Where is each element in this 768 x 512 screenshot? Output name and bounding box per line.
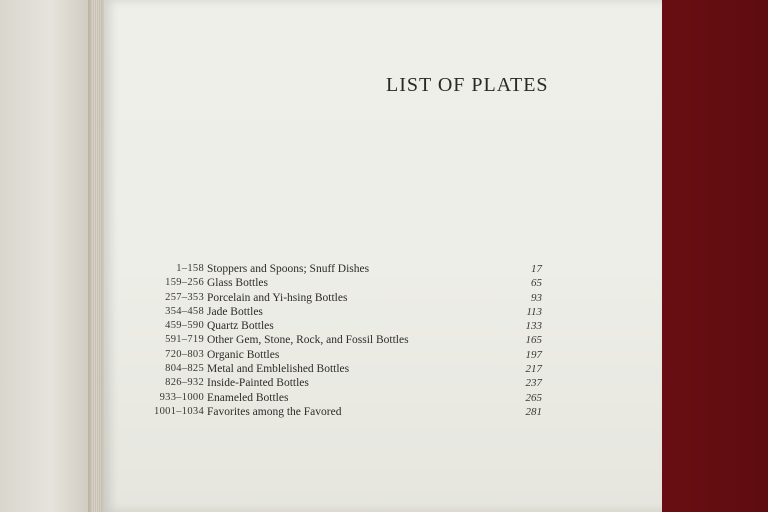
plate-page-number: 133 bbox=[525, 320, 542, 333]
plate-entry bbox=[120, 405, 550, 419]
plate-page-number: 65 bbox=[531, 277, 542, 290]
plate-range: 257–353 bbox=[165, 291, 204, 303]
plate-range: 720–803 bbox=[165, 348, 204, 360]
plate-title: Stoppers and Spoons; Snuff Dishes bbox=[207, 263, 370, 275]
plate-range: 933–1000 bbox=[159, 391, 204, 403]
plate-page-number: 197 bbox=[525, 348, 542, 361]
plate-entry bbox=[120, 376, 550, 390]
plate-title: Enameled Bottles bbox=[207, 391, 289, 404]
plate-entry bbox=[120, 319, 550, 333]
plate-entry bbox=[120, 305, 550, 319]
plate-title: Porcelain and Yi-hsing Bottles bbox=[207, 291, 348, 304]
plate-range: 804–825 bbox=[165, 363, 204, 375]
plate-title: Other Gem, Stone, Rock, and Fossil Bottles bbox=[207, 334, 409, 347]
plate-range: 354–458 bbox=[165, 305, 204, 317]
plate-title: Organic Bottles bbox=[207, 348, 280, 361]
plate-title: Metal and Emblelished Bottles bbox=[207, 363, 350, 376]
plate-page-number: 165 bbox=[525, 334, 542, 347]
plate-entry bbox=[120, 348, 550, 362]
plate-title: Jade Bottles bbox=[207, 305, 263, 318]
plates-list bbox=[120, 262, 550, 419]
plate-entry bbox=[120, 291, 550, 305]
plate-range: 459–590 bbox=[165, 320, 204, 332]
plate-title: Inside-Painted Bottles bbox=[207, 377, 309, 390]
plate-page-number: 113 bbox=[526, 305, 542, 318]
plate-entry bbox=[120, 276, 550, 290]
plate-title: Quartz Bottles bbox=[207, 320, 274, 333]
plate-range: 1001–1034 bbox=[154, 405, 204, 417]
plate-page-number: 17 bbox=[531, 263, 542, 275]
right-page bbox=[104, 0, 662, 512]
page-edges bbox=[92, 0, 102, 512]
plate-range: 591–719 bbox=[165, 334, 204, 346]
plate-page-number: 93 bbox=[531, 291, 542, 304]
plate-entry bbox=[120, 391, 550, 405]
plate-range: 159–256 bbox=[165, 277, 204, 289]
plate-page-number: 217 bbox=[525, 363, 542, 376]
left-page bbox=[0, 0, 92, 512]
plate-entry bbox=[120, 262, 550, 276]
plate-title: Glass Bottles bbox=[207, 277, 269, 290]
plate-page-number: 265 bbox=[525, 391, 542, 404]
plate-page-number: 237 bbox=[525, 377, 542, 390]
plate-page-number: 281 bbox=[525, 405, 542, 418]
plate-title: Favorites among the Favored bbox=[207, 405, 342, 418]
plate-range: 826–932 bbox=[165, 377, 204, 389]
plate-entry bbox=[120, 333, 550, 347]
page-title: LIST OF PLATES bbox=[386, 74, 549, 96]
plate-range: 1–158 bbox=[176, 263, 204, 274]
plate-entry bbox=[120, 362, 550, 376]
